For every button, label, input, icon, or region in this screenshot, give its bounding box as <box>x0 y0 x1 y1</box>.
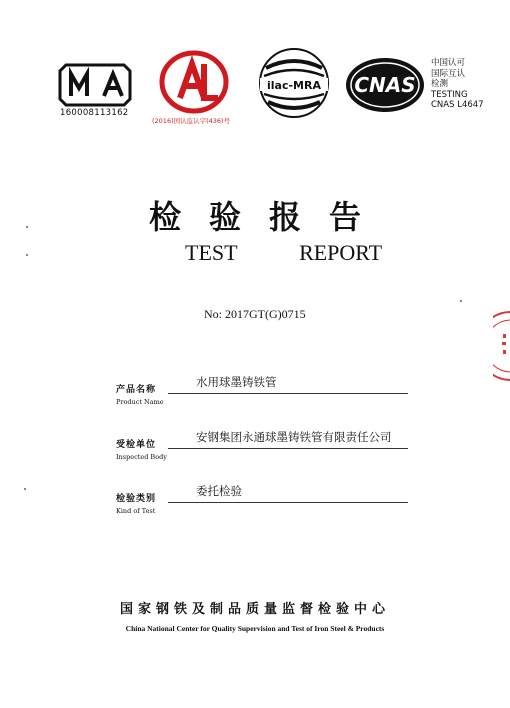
scan-speck <box>26 226 28 228</box>
ilac-mra-logo-icon <box>256 46 332 120</box>
scan-speck <box>24 488 26 490</box>
cma-number: 160008113162 <box>60 108 129 118</box>
field-label-cn: 受检单位 <box>116 440 157 450</box>
field-label-cn: 检验类别 <box>116 494 157 504</box>
cnas-logo-icon <box>344 56 426 114</box>
cma-logo-icon <box>58 62 132 108</box>
scan-speck <box>460 300 462 302</box>
issuer-name-en: China National Center for Quality Supervision and Test of Iron Steel & Products <box>125 624 385 633</box>
field-label-en: Kind of Test <box>116 507 156 515</box>
field-value: 委托检验 <box>196 484 242 498</box>
field-value: 水用球墨铸铁管 <box>196 375 277 389</box>
field-label-cn: 产品名称 <box>116 385 157 395</box>
title-english-word-2: REPORT <box>299 240 383 265</box>
field-label-en: Inspected Body <box>116 453 167 461</box>
scan-speck <box>26 254 28 256</box>
issuer-name-cn: 国家钢铁及制品质量监督检验中心 <box>119 602 390 617</box>
cal-logo-icon <box>158 50 230 114</box>
seal-stamp-icon <box>493 310 510 382</box>
field-value: 安钢集团永通球墨铸铁管有限责任公司 <box>196 430 392 444</box>
field-underline <box>168 393 408 394</box>
field-underline <box>168 502 408 503</box>
field-label-en: Product Name <box>116 398 164 406</box>
svg-text:CNAS: CNAS <box>354 73 416 97</box>
field-underline <box>168 448 408 449</box>
title-chinese: 检验报告 <box>148 198 389 236</box>
cal-subtitle: (2016)国认监认字(436)号 <box>152 117 231 125</box>
svg-text:ilac-MRA: ilac-MRA <box>267 79 321 92</box>
cnas-accreditation-text: 中国认可 国际互认 检测 TESTING CNAS L4647 <box>431 58 484 110</box>
report-number: No: 2017GT(G)0715 <box>204 307 306 321</box>
title-english <box>185 240 382 266</box>
title-english-word-1: TEST <box>185 240 238 265</box>
